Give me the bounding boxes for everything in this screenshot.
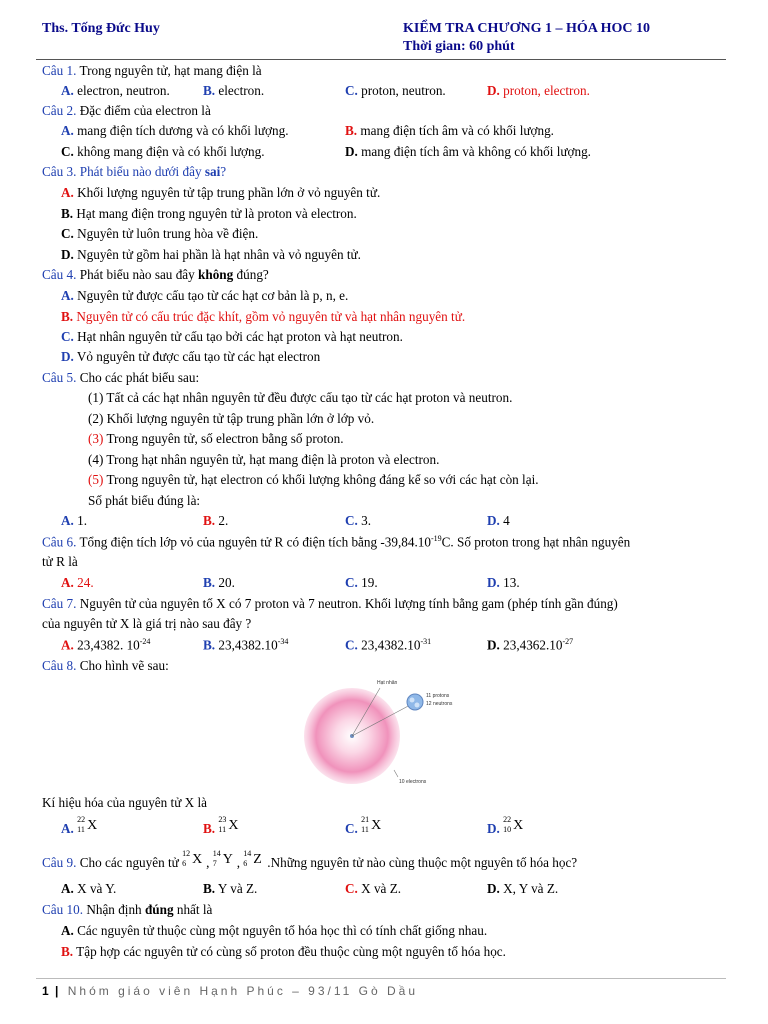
q5-option-a[interactable]: A. 1. (61, 513, 88, 528)
q5-statement-5: (5) Trong nguyên tử, hạt electron có khối lượng không đáng kể so với các hạt còn lại. (88, 472, 539, 487)
q7-option-a[interactable]: A. 23,4382. $10^{-24}$ (61, 637, 151, 653)
q3-option-d[interactable]: D. Nguyên tử gồm hai phần là hạt nhân và vỏ nguyên tử. (61, 247, 361, 262)
q7-option-c[interactable]: C. $23,4382.10^{-31}$ (345, 637, 432, 653)
q4-option-d[interactable]: D. Vỏ nguyên tử được cấu tạo từ các hạt electron (61, 349, 321, 364)
q5-option-d[interactable]: D. 4 (487, 513, 510, 528)
q1-option-a[interactable]: A. electron, neutron. (61, 83, 170, 98)
exam-time: Thời gian: 60 phút (403, 39, 515, 54)
q4-option-c[interactable]: C. Hạt nhân nguyên tử cấu tạo bởi các hạt proton và hạt neutron. (61, 329, 403, 344)
q3-option-c[interactable]: C. Nguyên tử luôn trung hòa về điện. (61, 226, 259, 241)
q6-option-c[interactable]: C. 19. (345, 575, 378, 590)
question-1: Câu 1. Trong nguyên tử, hạt mang điện là (42, 63, 262, 78)
q8-option-d[interactable]: D. 22 10 X (487, 815, 524, 836)
q4-option-b[interactable]: B. Nguyên tử có cấu trúc đặc khít, gồm vỏ nguyên tử và hạt nhân nguyên tử. (61, 309, 466, 324)
q5-statement-2: (2) Khối lượng nguyên tử tập trung phần lớn ở lớp vỏ. (88, 411, 375, 426)
q4-option-a[interactable]: A. Nguyên tử được cấu tạo từ các hạt cơ bản là p, n, e. (61, 288, 349, 303)
footer-text: Nhóm giáo viên Hạnh Phúc – 93/11 Gò Dầu (67, 984, 418, 998)
q5-count-prompt: Số phát biểu đúng là: (88, 493, 201, 508)
q9-option-a[interactable]: A. X và Y. (61, 881, 117, 896)
fig-electrons-label: 10 electrons (399, 779, 427, 785)
author-name: Ths. Tống Đức Huy (42, 21, 160, 36)
question-6-cont: tử R là (42, 554, 78, 569)
page-number: 1 (42, 984, 49, 998)
q1-option-b[interactable]: B. electron. (203, 83, 265, 98)
q3-option-b[interactable]: B. Hạt mang điện trong nguyên tử là proton và electron. (61, 206, 357, 221)
q5-statement-3: (3) Trong nguyên tử, số electron bằng số proton. (88, 431, 344, 446)
q1-option-c[interactable]: C. proton, neutron. (345, 83, 446, 98)
q7-option-d[interactable]: D. $23,4362.10^{-27}$ (487, 637, 574, 653)
q9-option-c[interactable]: C. X và Z. (345, 881, 402, 896)
exam-title: KIỂM TRA CHƯƠNG 1 – HÓA HOC 10 (403, 21, 650, 36)
q2-option-c[interactable]: C. không mang điện và có khối lượng. (61, 144, 265, 159)
q9-option-b[interactable]: B. Y và Z. (203, 881, 258, 896)
q8-question: Kí hiệu hóa của nguyên tử X là (42, 795, 207, 810)
q5-option-c[interactable]: C. 3. (345, 513, 372, 528)
q8-option-b[interactable]: B. 23 11 X (203, 815, 239, 836)
q8-option-c[interactable]: C. 21 11 X (345, 815, 382, 836)
q5-statement-1: (1) Tất cả các hạt nhân nguyên tử đều được cấu tạo từ các hạt proton và neutron. (88, 390, 513, 405)
q5-statement-4: (4) Trong hạt nhân nguyên tử, hạt mang điện là proton và electron. (88, 452, 440, 467)
question-6: Câu 6. Tổng điện tích lớp vỏ của nguyên tử R có điện tích bằng $-39,84.10^{-19}C$. Số proton trong hạt nhân nguyên (42, 534, 631, 550)
fig-nucleus-label: Hạt nhân (377, 680, 398, 686)
question-4: Câu 4. Phát biểu nào sau đây không đúng? (42, 267, 269, 282)
q5-option-b[interactable]: B. 2. (203, 513, 229, 528)
question-5: Câu 5. Cho các phát biểu sau: (42, 370, 200, 385)
footer: 1 | Nhóm giáo viên Hạnh Phúc – 93/11 Gò Dầu (42, 984, 418, 998)
question-10: Câu 10. Nhận định đúng nhất là (42, 902, 213, 917)
q6-option-d[interactable]: D. 13. (487, 575, 520, 590)
fig-neutrons-label: 12 neutrons (426, 701, 453, 707)
header-divider (36, 59, 726, 60)
q6-option-b[interactable]: B. 20. (203, 575, 235, 590)
q10-option-b[interactable]: B. Tập hợp các nguyên tử có cùng số proton đều thuộc cùng một nguyên tố hóa học. (61, 944, 506, 959)
q7-option-b[interactable]: B. $23,4382.10^{-34}$ (203, 637, 289, 653)
q6-option-a[interactable]: A. 24. (61, 575, 94, 590)
q2-option-b[interactable]: B. mang điện tích âm và có khối lượng. (345, 123, 554, 138)
atom-diagram (300, 674, 470, 792)
q3-option-a[interactable]: A. Khối lượng nguyên tử tập trung phần lớn ở vỏ nguyên tử. (61, 185, 381, 200)
fig-protons-label: 11 protons (426, 693, 450, 699)
question-9: Câu 9. Cho các nguyên tử 12 6 X , 14 7 Y , 14 6 Z .Những nguyên tử nào cùng thuộc một nguyên tố hóa học? (42, 849, 578, 870)
question-7-cont: của nguyên tử X là giá trị nào sau đây ? (42, 616, 252, 631)
footer-divider (36, 978, 726, 979)
q10-option-a[interactable]: A. Các nguyên tử thuộc cùng một nguyên tố hóa học thì có tính chất giống nhau. (61, 923, 488, 938)
q2-option-d[interactable]: D. mang điện tích âm và không có khối lượng. (345, 144, 591, 159)
q1-option-d[interactable]: D. proton, electron. (487, 83, 590, 98)
question-2: Câu 2. Đặc điểm của electron là (42, 103, 211, 118)
question-3: Câu 3. Phát biểu nào dưới đây sai? (42, 164, 227, 179)
q9-option-d[interactable]: D. X, Y và Z. (487, 881, 559, 896)
question-7: Câu 7. Nguyên tử của nguyên tố X có 7 proton và 7 neutron. Khối lượng tính bằng gam (phép tính gần đúng) (42, 596, 618, 611)
question-8: Câu 8. Cho hình vẽ sau: (42, 658, 169, 673)
nucleus-zoom (407, 694, 423, 710)
q8-option-a[interactable]: A. 22 11 X (61, 815, 98, 836)
q2-option-a[interactable]: A. mang điện tích dương và có khối lượng. (61, 123, 289, 138)
